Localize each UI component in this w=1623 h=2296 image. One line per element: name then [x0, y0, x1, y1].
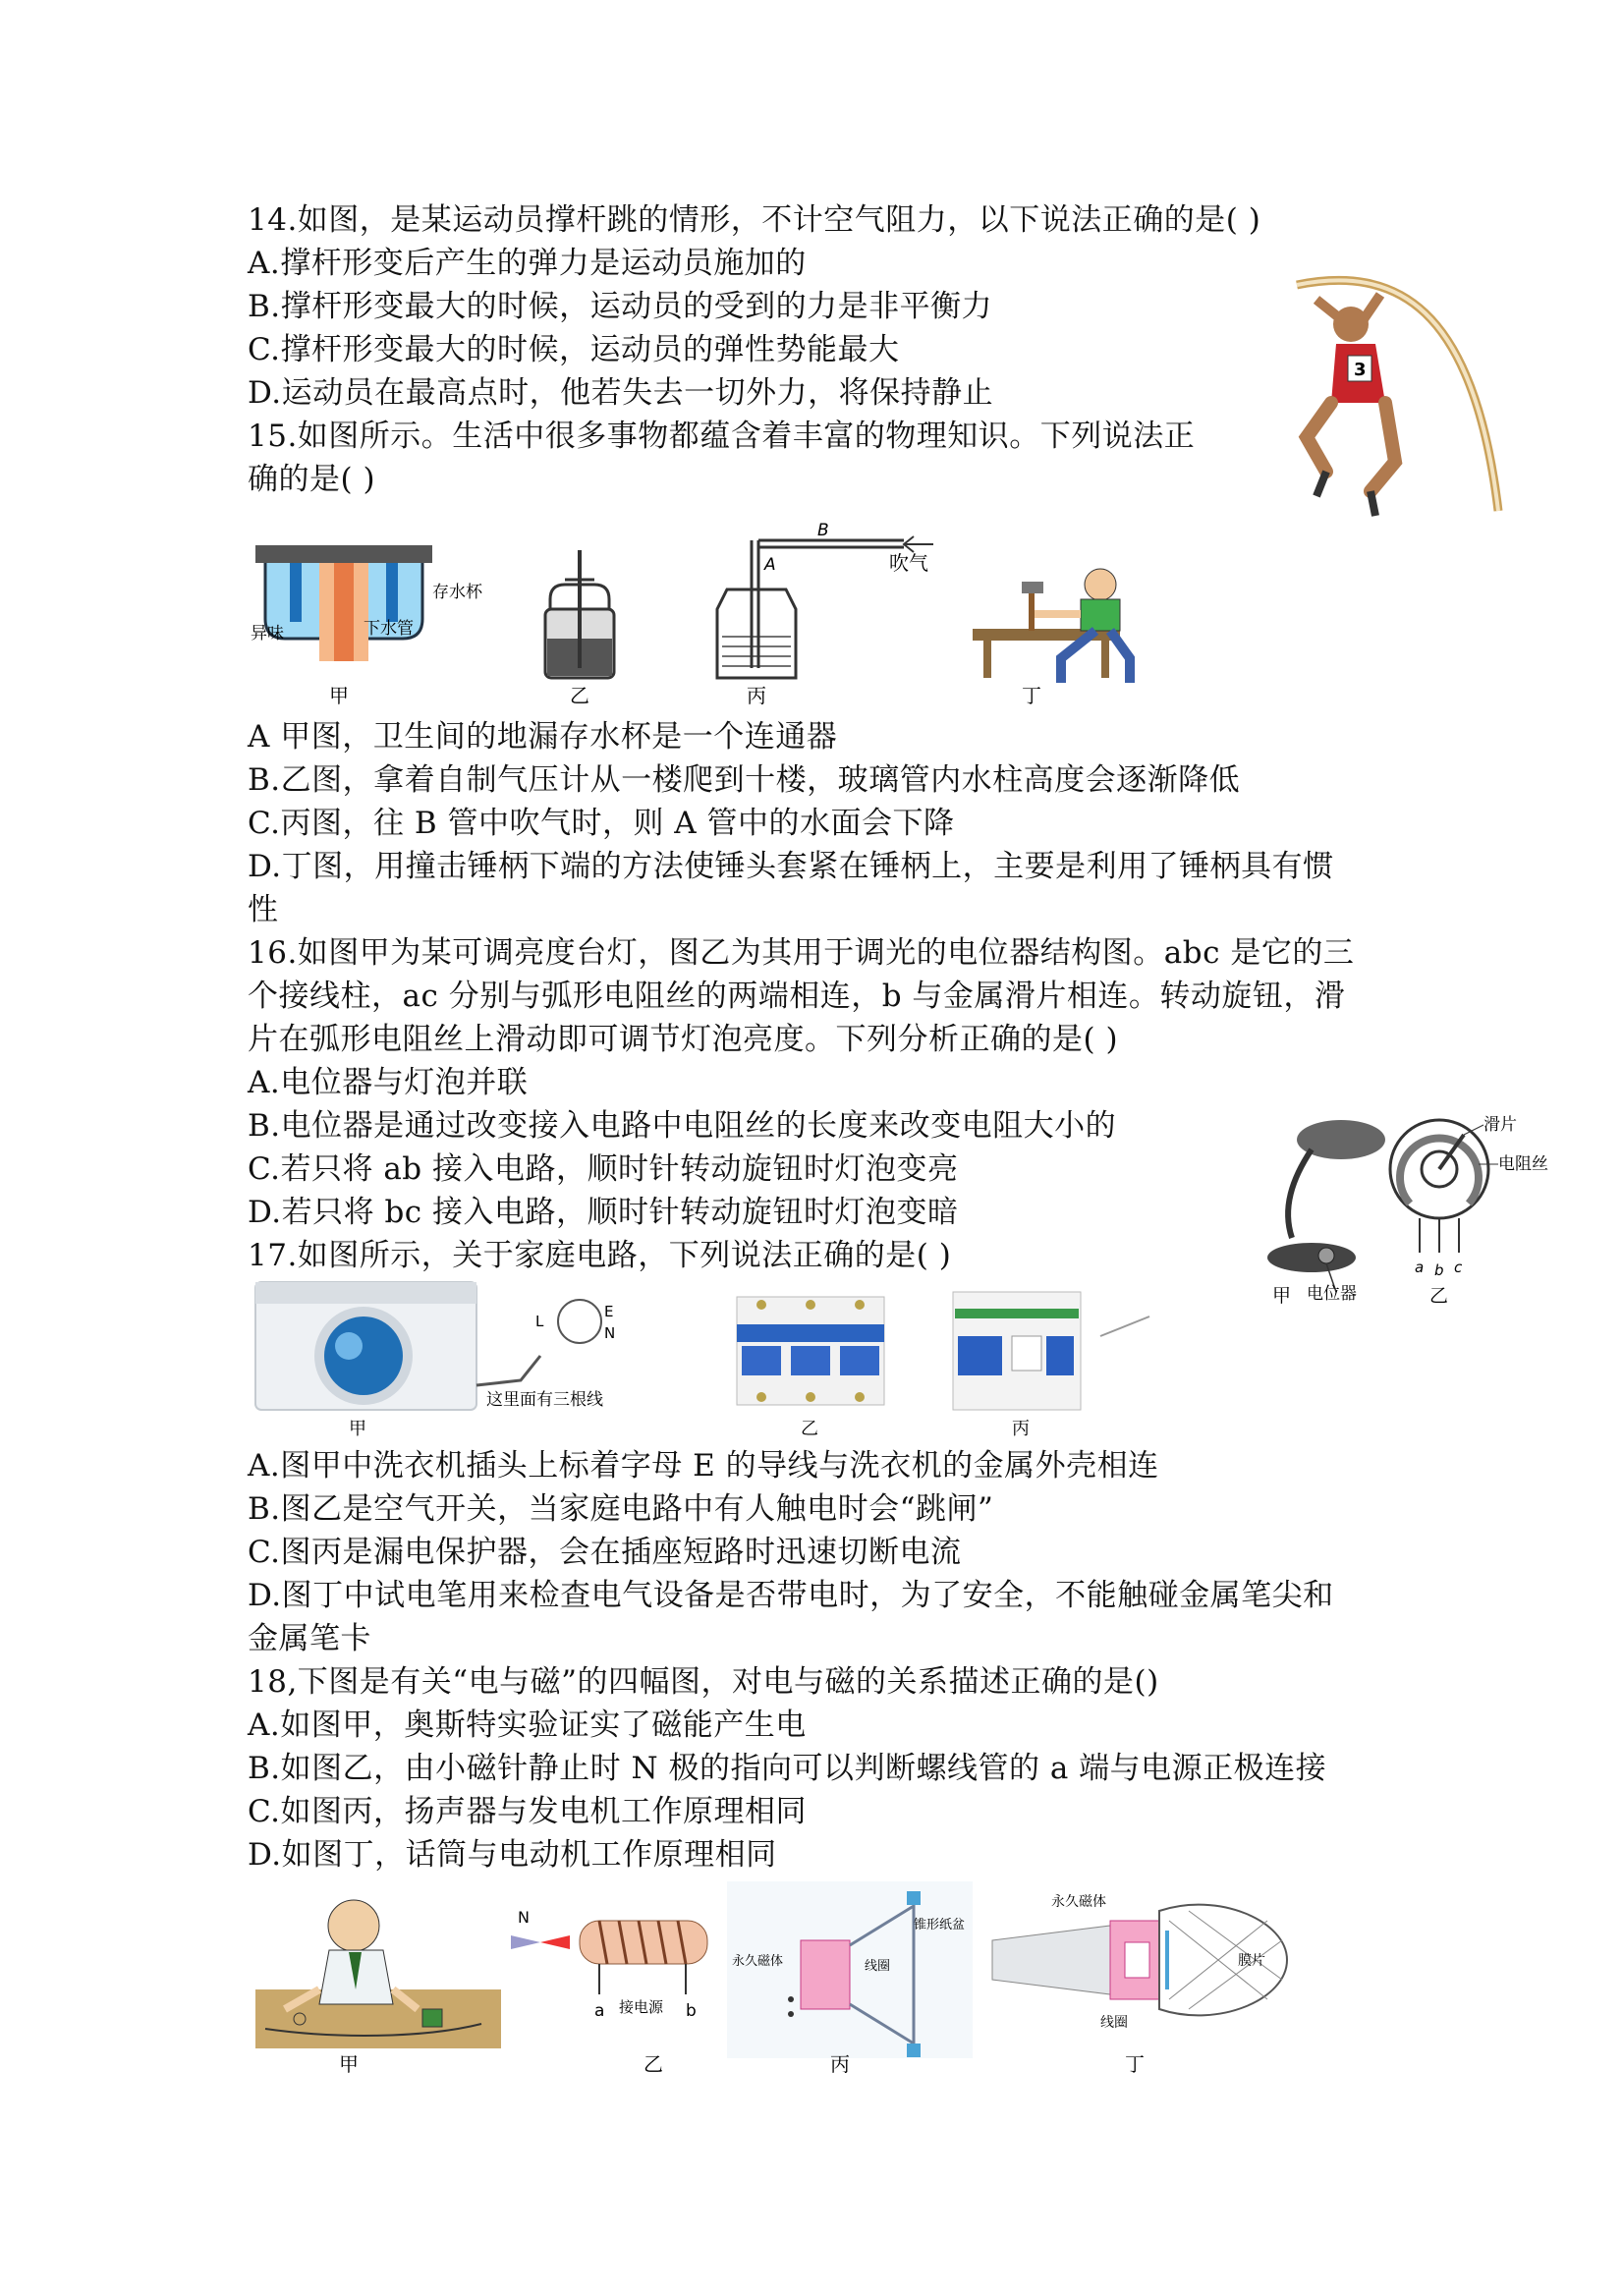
q17-option-d-cont: 金属笔卡 [248, 1621, 371, 1656]
caption-q18-yi: 乙 [644, 2052, 663, 2076]
bib-number: 3 [1354, 360, 1367, 380]
microphone-figure [992, 1893, 1287, 2031]
leakage-protector-figure [953, 1292, 1149, 1410]
label-pipe: 下水管 [364, 619, 414, 639]
caption-bing: 丙 [747, 684, 766, 707]
label-wire: 电阻丝 [1498, 1154, 1548, 1174]
label-smell: 异味 [251, 624, 284, 644]
label-three-wires: 这里面有三根线 [486, 1390, 603, 1410]
label-E: E [604, 1303, 614, 1320]
label-pot-b: b [1434, 1261, 1444, 1279]
label-magnet: 永久磁体 [732, 1954, 784, 1969]
q15-option-d: D.丁图，用撞击锤柄下端的方法使锤头套紧在锤柄上，主要是利用了锤柄具有惯 [248, 849, 1334, 884]
q14-option-b: B.撑杆形变最大的时候，运动员的受到的力是非平衡力 [248, 289, 993, 324]
q17-option-d: D.图丁中试电笔用来检查电气设备是否带电时，为了安全，不能触碰金属笔尖和 [248, 1578, 1334, 1613]
label-sol-a: a [594, 2001, 605, 2021]
floor-drain-figure [251, 545, 483, 661]
oersted-figure [255, 1900, 501, 2048]
caption-q16-yi: 乙 [1429, 1285, 1449, 1307]
q15-option-c: C.丙图，往 B 管中吹气时，则 A 管中的水面会下降 [248, 806, 955, 841]
q14-option-c: C.撑杆形变最大的时候，运动员的弹性势能最大 [248, 332, 900, 367]
label-slider: 滑片 [1483, 1115, 1517, 1135]
q18-figures [246, 1881, 1326, 2078]
solenoid-figure [511, 1908, 707, 2021]
q14-stem: 14.如图，是某运动员撑杆跳的情形，不计空气阻力，以下说法正确的是( ) [248, 202, 1261, 238]
label-cone: 锥形纸盆 [914, 1918, 966, 1932]
caption-q17-yi: 乙 [801, 1419, 818, 1439]
q15-stem-line1: 15.如图所示。生活中很多事物都蕴含着丰富的物理知识。下列说法正 [248, 419, 1196, 454]
caption-ding: 丁 [1022, 684, 1041, 707]
label-cup: 存水杯 [432, 583, 482, 602]
q16-option-a: A.电位器与灯泡并联 [248, 1065, 529, 1100]
q16-stem-line3: 片在弧形电阻丝上滑动即可调节灯泡亮度。下列分析正确的是( ) [248, 1022, 1119, 1057]
q16-stem-line2: 个接线柱，ac 分别与弧形电阻丝的两端相连，b 与金属滑片相连。转动旋钮，滑 [248, 979, 1346, 1014]
label-pot-c: c [1454, 1259, 1463, 1276]
label-film: 膜片 [1238, 1953, 1265, 1969]
q17-option-b: B.图乙是空气开关，当家庭电路中有人触电时会“跳闸” [248, 1491, 994, 1527]
q18-stem: 18,下图是有关“电与磁”的四幅图，对电与磁的关系描述正确的是() [248, 1664, 1159, 1700]
hammer-man-figure [973, 569, 1130, 683]
caption-jia: 甲 [329, 684, 349, 707]
q17-option-a: A.图甲中洗衣机插头上标着字母 E 的导线与洗衣机的金属外壳相连 [248, 1448, 1159, 1484]
label-power: 接电源 [619, 1998, 664, 2016]
label-blow: 吹气 [889, 551, 928, 575]
q15-option-b: B.乙图，拿着自制气压计从一楼爬到十楼，玻璃管内水柱高度会逐渐降低 [248, 762, 1241, 798]
label-magnet2: 永久磁体 [1051, 1894, 1106, 1910]
q17-stem: 17.如图所示，关于家庭电路，下列说法正确的是( ) [248, 1238, 952, 1273]
label-a: A [764, 555, 776, 575]
q17-figures [246, 1277, 1208, 1444]
q15-option-d-cont: 性 [248, 892, 279, 927]
speaker-figure [727, 1881, 973, 2058]
q18-option-d: D.如图丁，话筒与电动机工作原理相同 [248, 1837, 777, 1873]
caption-q18-bing: 丙 [830, 2052, 850, 2076]
caption-q18-jia: 甲 [339, 2052, 359, 2076]
q15-option-a: A 甲图，卫生间的地漏存水杯是一个连通器 [248, 719, 838, 755]
label-n: N [518, 1908, 530, 1927]
label-coil: 线圈 [865, 1959, 891, 1974]
label-coil2: 线圈 [1100, 2015, 1128, 2031]
label-pot: 电位器 [1307, 1284, 1357, 1304]
q16-option-c: C.若只将 ab 接入电路，顺时针转动旋钮时灯泡变亮 [248, 1151, 959, 1187]
washing-machine-figure [255, 1282, 615, 1410]
q14-option-d: D.运动员在最高点时，他若失去一切外力，将保持静止 [248, 375, 994, 411]
label-N: N [604, 1324, 616, 1342]
q16-option-d: D.若只将 bc 接入电路，顺时针转动旋钮时灯泡变暗 [248, 1195, 959, 1230]
caption-yi: 乙 [570, 684, 589, 707]
q18-option-a: A.如图甲，奥斯特实验证实了磁能产生电 [248, 1708, 807, 1743]
q14-option-a: A.撑杆形变后产生的弹力是运动员施加的 [248, 246, 807, 281]
air-switch-figure [737, 1297, 884, 1405]
lamp-figure [1267, 1120, 1385, 1304]
caption-q18-ding: 丁 [1125, 2052, 1145, 2076]
barometer-figure [545, 550, 614, 678]
pot-structure-figure [1390, 1115, 1548, 1279]
label-pot-a: a [1415, 1259, 1425, 1276]
q18-option-b: B.如图乙，由小磁针静止时 N 极的指向可以判断螺线管的 a 端与电源正极连接 [248, 1751, 1327, 1786]
q18-option-c: C.如图丙，扬声器与发电机工作原理相同 [248, 1794, 807, 1829]
q17-option-c: C.图丙是漏电保护器，会在插座短路时迅速切断电流 [248, 1535, 962, 1570]
label-L: L [535, 1313, 544, 1330]
label-b: B [817, 521, 829, 540]
caption-q16-jia: 甲 [1272, 1285, 1292, 1307]
pole-vault-figure [1277, 265, 1523, 531]
blow-tube-figure [717, 521, 933, 678]
caption-q17-jia: 甲 [349, 1419, 366, 1439]
caption-q17-bing: 丙 [1012, 1419, 1030, 1439]
q15-figures [246, 521, 1208, 707]
potentiometer-figure [1218, 1110, 1592, 1307]
q16-option-b: B.电位器是通过改变接入电路中电阻丝的长度来改变电阻大小的 [248, 1108, 1117, 1144]
q15-stem-line2: 确的是( ) [248, 462, 376, 497]
q16-stem-line1: 16.如图甲为某可调亮度台灯，图乙为其用于调光的电位器结构图。abc 是它的三 [248, 935, 1355, 971]
label-sol-b: b [686, 2001, 697, 2021]
